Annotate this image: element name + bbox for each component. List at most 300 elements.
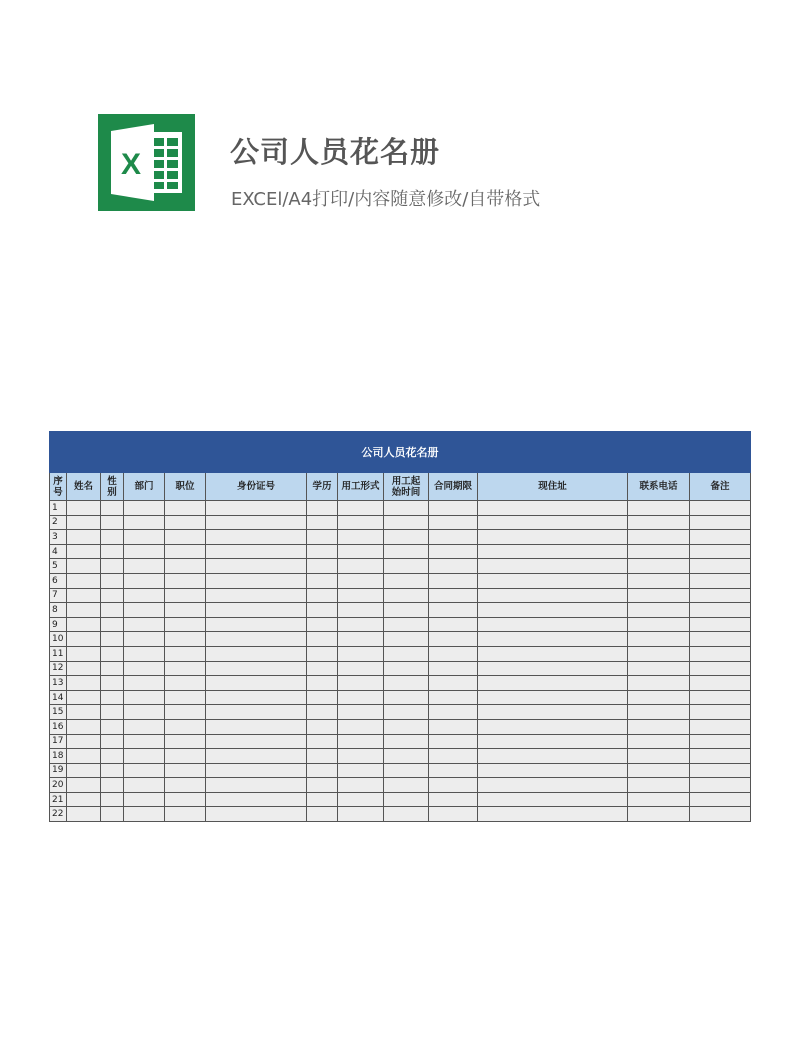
- table-cell[interactable]: [165, 719, 206, 734]
- table-cell[interactable]: [478, 719, 628, 734]
- table-cell[interactable]: [165, 792, 206, 807]
- table-cell[interactable]: [124, 778, 165, 793]
- table-row: [50, 501, 751, 516]
- table-cell[interactable]: [206, 778, 307, 793]
- table-cell[interactable]: [338, 515, 384, 530]
- table-cell[interactable]: [429, 646, 478, 661]
- table-cell[interactable]: [478, 646, 628, 661]
- table-cell[interactable]: [384, 559, 429, 574]
- column-header: 身份证号: [206, 473, 307, 501]
- table-cell[interactable]: [165, 573, 206, 588]
- table-cell[interactable]: [690, 573, 751, 588]
- table-cell[interactable]: [206, 661, 307, 676]
- table-cell[interactable]: [67, 676, 101, 691]
- table-cell[interactable]: [124, 617, 165, 632]
- table-cell[interactable]: [429, 544, 478, 559]
- table-cell[interactable]: [165, 603, 206, 618]
- table-cell[interactable]: [124, 676, 165, 691]
- table-cell[interactable]: [478, 603, 628, 618]
- table-cell[interactable]: [338, 530, 384, 545]
- table-cell[interactable]: [307, 807, 338, 822]
- column-header: 部门: [124, 473, 165, 501]
- table-cell[interactable]: [101, 632, 124, 647]
- table-cell[interactable]: [67, 749, 101, 764]
- table-cell[interactable]: [124, 734, 165, 749]
- table-cell[interactable]: [124, 515, 165, 530]
- table-cell[interactable]: [307, 603, 338, 618]
- table-cell[interactable]: [384, 676, 429, 691]
- table-cell[interactable]: [429, 632, 478, 647]
- table-cell[interactable]: [628, 603, 690, 618]
- table-cell[interactable]: [206, 705, 307, 720]
- table-cell[interactable]: [101, 588, 124, 603]
- table-cell[interactable]: [67, 617, 101, 632]
- table-cell[interactable]: [338, 734, 384, 749]
- table-cell[interactable]: [67, 763, 101, 778]
- table-cell[interactable]: [206, 501, 307, 516]
- table-row: [50, 544, 751, 559]
- table-cell[interactable]: [690, 763, 751, 778]
- table-cell[interactable]: [628, 617, 690, 632]
- table-cell[interactable]: [307, 588, 338, 603]
- column-header: 合同期限: [429, 473, 478, 501]
- table-cell[interactable]: [165, 646, 206, 661]
- table-cell[interactable]: [690, 778, 751, 793]
- table-cell[interactable]: [67, 705, 101, 720]
- table-cell[interactable]: [384, 632, 429, 647]
- table-cell[interactable]: [429, 719, 478, 734]
- table-cell[interactable]: [429, 763, 478, 778]
- table-cell[interactable]: [67, 632, 101, 647]
- table-cell[interactable]: [384, 515, 429, 530]
- row-number-cell: 15: [50, 705, 67, 720]
- row-number-cell: 18: [50, 749, 67, 764]
- table-cell[interactable]: [690, 588, 751, 603]
- table-cell[interactable]: [67, 778, 101, 793]
- table-cell[interactable]: [67, 690, 101, 705]
- table-cell[interactable]: [67, 501, 101, 516]
- table-cell[interactable]: [307, 734, 338, 749]
- column-header: 性 别: [101, 473, 124, 501]
- table-cell[interactable]: [338, 705, 384, 720]
- table-cell[interactable]: [690, 676, 751, 691]
- table-cell[interactable]: [628, 690, 690, 705]
- table-cell[interactable]: [307, 632, 338, 647]
- table-cell[interactable]: [307, 559, 338, 574]
- table-cell[interactable]: [124, 544, 165, 559]
- row-number-cell: 6: [50, 573, 67, 588]
- table-row: [50, 807, 751, 822]
- table-cell[interactable]: [307, 719, 338, 734]
- table-cell[interactable]: [384, 501, 429, 516]
- table-cell[interactable]: [165, 530, 206, 545]
- table-cell[interactable]: [101, 646, 124, 661]
- table-cell[interactable]: [690, 719, 751, 734]
- table-cell[interactable]: [206, 573, 307, 588]
- table-cell[interactable]: [124, 603, 165, 618]
- table-cell[interactable]: [101, 515, 124, 530]
- table-cell[interactable]: [101, 734, 124, 749]
- table-cell[interactable]: [429, 617, 478, 632]
- table-cell[interactable]: [478, 501, 628, 516]
- table-cell[interactable]: [429, 792, 478, 807]
- table-cell[interactable]: [384, 807, 429, 822]
- table-cell[interactable]: [384, 573, 429, 588]
- table-row: [50, 705, 751, 720]
- table-cell[interactable]: [384, 617, 429, 632]
- table-cell[interactable]: [101, 749, 124, 764]
- table-cell[interactable]: [206, 632, 307, 647]
- table-cell[interactable]: [206, 719, 307, 734]
- table-cell[interactable]: [165, 559, 206, 574]
- table-cell[interactable]: [165, 676, 206, 691]
- table-cell[interactable]: [206, 559, 307, 574]
- table-cell[interactable]: [165, 807, 206, 822]
- table-cell[interactable]: [690, 501, 751, 516]
- table-cell[interactable]: [67, 603, 101, 618]
- table-cell[interactable]: [307, 661, 338, 676]
- table-cell[interactable]: [124, 705, 165, 720]
- table-cell[interactable]: [478, 778, 628, 793]
- table-cell[interactable]: [338, 588, 384, 603]
- table-cell[interactable]: [307, 690, 338, 705]
- table-cell[interactable]: [429, 603, 478, 618]
- table-cell[interactable]: [478, 530, 628, 545]
- table-cell[interactable]: [478, 749, 628, 764]
- document-subtitle: EXCEl/A4打印/内容随意修改/自带格式: [231, 189, 541, 210]
- table-cell[interactable]: [384, 530, 429, 545]
- table-cell[interactable]: [206, 734, 307, 749]
- table-cell[interactable]: [338, 646, 384, 661]
- table-cell[interactable]: [429, 501, 478, 516]
- table-cell[interactable]: [101, 501, 124, 516]
- table-cell[interactable]: [384, 603, 429, 618]
- table-cell[interactable]: [67, 734, 101, 749]
- table-cell[interactable]: [338, 617, 384, 632]
- table-cell[interactable]: [67, 807, 101, 822]
- table-cell[interactable]: [124, 559, 165, 574]
- table-cell[interactable]: [429, 515, 478, 530]
- table-cell[interactable]: [338, 719, 384, 734]
- table-cell[interactable]: [384, 763, 429, 778]
- table-cell[interactable]: [690, 792, 751, 807]
- table-cell[interactable]: [478, 792, 628, 807]
- table-cell[interactable]: [478, 559, 628, 574]
- table-cell[interactable]: [384, 690, 429, 705]
- table-cell[interactable]: [690, 515, 751, 530]
- row-number-cell: 8: [50, 603, 67, 618]
- table-cell[interactable]: [206, 807, 307, 822]
- table-cell[interactable]: [206, 617, 307, 632]
- table-cell[interactable]: [67, 588, 101, 603]
- table-cell[interactable]: [124, 530, 165, 545]
- table-cell[interactable]: [165, 734, 206, 749]
- table-cell[interactable]: [165, 778, 206, 793]
- table-row: [50, 588, 751, 603]
- table-cell[interactable]: [165, 544, 206, 559]
- column-header-row: [50, 473, 751, 501]
- table-cell[interactable]: [124, 807, 165, 822]
- table-cell[interactable]: [165, 617, 206, 632]
- table-row: [50, 792, 751, 807]
- table-cell[interactable]: [165, 749, 206, 764]
- table-cell[interactable]: [628, 573, 690, 588]
- table-cell[interactable]: [165, 632, 206, 647]
- table-cell[interactable]: [67, 646, 101, 661]
- table-cell[interactable]: [628, 676, 690, 691]
- table-cell[interactable]: [429, 676, 478, 691]
- table-cell[interactable]: [101, 603, 124, 618]
- row-number-cell: 20: [50, 778, 67, 793]
- table-cell[interactable]: [206, 530, 307, 545]
- table-cell[interactable]: [628, 588, 690, 603]
- table-cell[interactable]: [124, 661, 165, 676]
- table-cell[interactable]: [690, 646, 751, 661]
- table-cell[interactable]: [628, 734, 690, 749]
- table-cell[interactable]: [429, 661, 478, 676]
- table-cell[interactable]: [124, 792, 165, 807]
- table-cell[interactable]: [307, 705, 338, 720]
- table-cell[interactable]: [307, 501, 338, 516]
- table-cell[interactable]: [478, 661, 628, 676]
- table-cell[interactable]: [338, 778, 384, 793]
- table-cell[interactable]: [628, 515, 690, 530]
- document-title: 公司人员花名册: [230, 135, 441, 169]
- table-cell[interactable]: [307, 515, 338, 530]
- table-cell[interactable]: [101, 792, 124, 807]
- table-cell[interactable]: [384, 749, 429, 764]
- table-row: [50, 734, 751, 749]
- table-cell[interactable]: [206, 588, 307, 603]
- table-cell[interactable]: [101, 705, 124, 720]
- table-cell[interactable]: [690, 603, 751, 618]
- table-cell[interactable]: [101, 778, 124, 793]
- table-cell[interactable]: [384, 588, 429, 603]
- table-cell[interactable]: [101, 763, 124, 778]
- table-cell[interactable]: [67, 661, 101, 676]
- table-cell[interactable]: [690, 617, 751, 632]
- table-cell[interactable]: [478, 588, 628, 603]
- table-cell[interactable]: [338, 573, 384, 588]
- table-cell[interactable]: [206, 749, 307, 764]
- table-cell[interactable]: [124, 632, 165, 647]
- table-cell[interactable]: [429, 734, 478, 749]
- table-cell[interactable]: [338, 792, 384, 807]
- table-cell[interactable]: [307, 763, 338, 778]
- table-cell[interactable]: [101, 530, 124, 545]
- table-cell[interactable]: [338, 661, 384, 676]
- table-cell[interactable]: [690, 807, 751, 822]
- table-cell[interactable]: [101, 573, 124, 588]
- table-cell[interactable]: [429, 690, 478, 705]
- table-cell[interactable]: [124, 646, 165, 661]
- table-cell[interactable]: [384, 646, 429, 661]
- column-header: 现住址: [478, 473, 628, 501]
- table-cell[interactable]: [307, 676, 338, 691]
- table-cell[interactable]: [165, 661, 206, 676]
- table-cell[interactable]: [478, 705, 628, 720]
- table-cell[interactable]: [307, 778, 338, 793]
- table-cell[interactable]: [628, 719, 690, 734]
- table-cell[interactable]: [690, 690, 751, 705]
- table-cell[interactable]: [628, 646, 690, 661]
- table-cell[interactable]: [429, 749, 478, 764]
- table-cell[interactable]: [101, 719, 124, 734]
- table-cell[interactable]: [478, 690, 628, 705]
- table-cell[interactable]: [101, 559, 124, 574]
- table-cell[interactable]: [338, 501, 384, 516]
- table-cell[interactable]: [384, 661, 429, 676]
- table-cell[interactable]: [338, 676, 384, 691]
- table-cell[interactable]: [690, 705, 751, 720]
- table-cell[interactable]: [101, 544, 124, 559]
- row-number-cell: 4: [50, 544, 67, 559]
- table-cell[interactable]: [628, 632, 690, 647]
- row-number-cell: 21: [50, 792, 67, 807]
- table-cell[interactable]: [165, 501, 206, 516]
- table-cell[interactable]: [690, 530, 751, 545]
- row-number-cell: 13: [50, 676, 67, 691]
- table-cell[interactable]: [628, 544, 690, 559]
- table-cell[interactable]: [307, 530, 338, 545]
- table-cell[interactable]: [67, 515, 101, 530]
- row-number-cell: 12: [50, 661, 67, 676]
- table-cell[interactable]: [429, 705, 478, 720]
- table-cell[interactable]: [628, 749, 690, 764]
- table-cell[interactable]: [206, 646, 307, 661]
- table-cell[interactable]: [124, 501, 165, 516]
- table-cell[interactable]: [124, 749, 165, 764]
- table-cell[interactable]: [307, 617, 338, 632]
- table-cell[interactable]: [124, 719, 165, 734]
- table-cell[interactable]: [628, 792, 690, 807]
- table-cell[interactable]: [384, 705, 429, 720]
- table-cell[interactable]: [429, 778, 478, 793]
- table-cell[interactable]: [429, 559, 478, 574]
- table-cell[interactable]: [690, 632, 751, 647]
- table-cell[interactable]: [206, 676, 307, 691]
- table-cell[interactable]: [124, 690, 165, 705]
- table-cell[interactable]: [690, 734, 751, 749]
- table-cell[interactable]: [384, 544, 429, 559]
- table-cell[interactable]: [628, 530, 690, 545]
- table-cell[interactable]: [165, 705, 206, 720]
- table-cell[interactable]: [67, 530, 101, 545]
- table-cell[interactable]: [628, 705, 690, 720]
- row-number-cell: 10: [50, 632, 67, 647]
- table-row: [50, 661, 751, 676]
- table-cell[interactable]: [101, 676, 124, 691]
- table-cell[interactable]: [67, 573, 101, 588]
- table-cell[interactable]: [67, 719, 101, 734]
- roster-table: [49, 431, 751, 822]
- table-cell[interactable]: [384, 792, 429, 807]
- table-cell[interactable]: [206, 544, 307, 559]
- table-cell[interactable]: [429, 588, 478, 603]
- table-cell[interactable]: [628, 778, 690, 793]
- logo-letter: X: [120, 148, 142, 181]
- column-header: 用工形式: [338, 473, 384, 501]
- table-cell[interactable]: [338, 749, 384, 764]
- table-cell[interactable]: [101, 690, 124, 705]
- column-header: 备注: [690, 473, 751, 501]
- table-cell[interactable]: [165, 763, 206, 778]
- table-cell[interactable]: [101, 617, 124, 632]
- table-cell[interactable]: [384, 719, 429, 734]
- row-number-cell: 14: [50, 690, 67, 705]
- table-cell[interactable]: [478, 617, 628, 632]
- table-row: [50, 530, 751, 545]
- table-cell[interactable]: [690, 544, 751, 559]
- table-cell[interactable]: [124, 763, 165, 778]
- table-cell[interactable]: [206, 763, 307, 778]
- table-cell[interactable]: [206, 792, 307, 807]
- table-cell[interactable]: [429, 807, 478, 822]
- table-cell[interactable]: [338, 559, 384, 574]
- table-cell[interactable]: [307, 646, 338, 661]
- table-cell[interactable]: [690, 559, 751, 574]
- table-cell[interactable]: [124, 588, 165, 603]
- table-cell[interactable]: [628, 501, 690, 516]
- table-cell[interactable]: [429, 573, 478, 588]
- table-cell[interactable]: [338, 690, 384, 705]
- table-cell[interactable]: [478, 573, 628, 588]
- table-cell[interactable]: [628, 807, 690, 822]
- table-cell[interactable]: [628, 661, 690, 676]
- table-cell[interactable]: [478, 734, 628, 749]
- table-cell[interactable]: [429, 530, 478, 545]
- table-cell[interactable]: [478, 807, 628, 822]
- table-cell[interactable]: [338, 632, 384, 647]
- table-cell[interactable]: [338, 807, 384, 822]
- table-cell[interactable]: [384, 778, 429, 793]
- table-cell[interactable]: [124, 573, 165, 588]
- table-row: [50, 617, 751, 632]
- table-cell[interactable]: [307, 573, 338, 588]
- table-cell[interactable]: [67, 544, 101, 559]
- table-cell[interactable]: [165, 588, 206, 603]
- table-cell[interactable]: [101, 807, 124, 822]
- table-cell[interactable]: [206, 603, 307, 618]
- table-cell[interactable]: [628, 763, 690, 778]
- table-cell[interactable]: [478, 632, 628, 647]
- table-cell[interactable]: [307, 544, 338, 559]
- table-cell[interactable]: [206, 690, 307, 705]
- table-cell[interactable]: [478, 676, 628, 691]
- table-cell[interactable]: [690, 661, 751, 676]
- table-cell[interactable]: [307, 792, 338, 807]
- table-row: [50, 763, 751, 778]
- table-row: [50, 573, 751, 588]
- table-cell[interactable]: [384, 734, 429, 749]
- table-cell[interactable]: [206, 515, 307, 530]
- table-cell[interactable]: [338, 544, 384, 559]
- table-cell[interactable]: [690, 749, 751, 764]
- table-cell[interactable]: [165, 515, 206, 530]
- table-cell[interactable]: [67, 792, 101, 807]
- table-cell[interactable]: [165, 690, 206, 705]
- table-cell[interactable]: [478, 763, 628, 778]
- table-cell[interactable]: [307, 749, 338, 764]
- table-cell[interactable]: [67, 559, 101, 574]
- table-cell[interactable]: [338, 763, 384, 778]
- table-cell[interactable]: [101, 661, 124, 676]
- table-cell[interactable]: [478, 515, 628, 530]
- table-cell[interactable]: [628, 559, 690, 574]
- table-cell[interactable]: [478, 544, 628, 559]
- table-cell[interactable]: [338, 603, 384, 618]
- roster-sheet: [49, 431, 750, 822]
